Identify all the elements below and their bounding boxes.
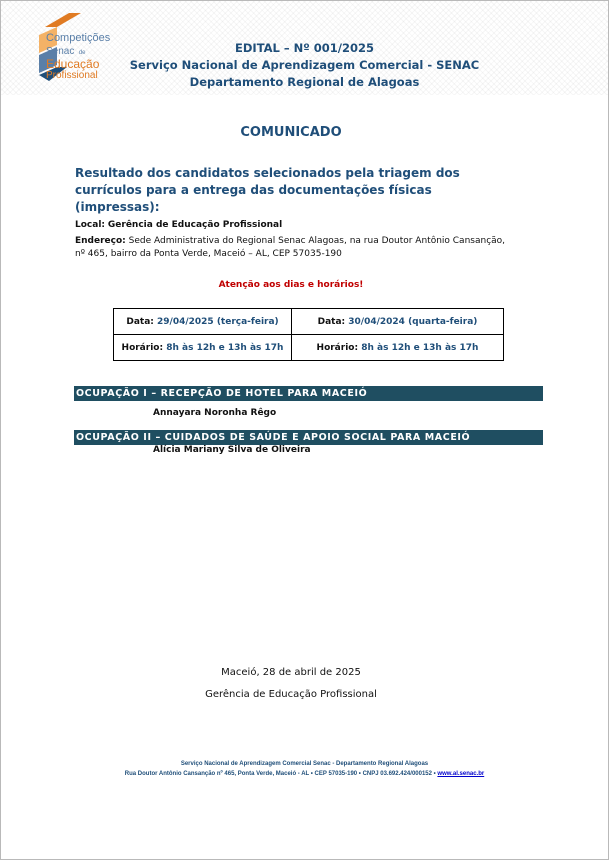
- local-label: Local:: [75, 220, 106, 230]
- edital-title: EDITAL – Nº 001/2025: [235, 41, 374, 55]
- time-label: Horário:: [316, 342, 359, 353]
- candidate-name: Alícia Mariany Silva de Oliveira: [153, 445, 311, 455]
- page-header: [1, 1, 608, 95]
- time-value: 8h às 12h e 13h às 17h: [361, 342, 479, 353]
- schedule-cell: [292, 309, 504, 335]
- logo-line2: Senac: [46, 46, 75, 57]
- logo-line2-small: de: [78, 50, 86, 56]
- address-value: Sede Administrativa do Regional Senac Alagoas, na rua Doutor Antônio Cansanção, nº 465, bairro da Ponta Verde, Maceió – AL, CEP 57035-190: [75, 236, 506, 259]
- signer: Gerência de Educação Profissional: [205, 689, 377, 700]
- institution-title: Serviço Nacional de Aprendizagem Comercial - SENAC: [129, 58, 480, 72]
- footer-line1: Serviço Nacional de Aprendizagem Comercial Senac - Departamento Regional Alagoas: [180, 761, 429, 767]
- address-line: [75, 235, 515, 260]
- schedule-table: [113, 308, 504, 361]
- local-value: Gerência de Educação Profissional: [107, 220, 283, 230]
- schedule-cell: [114, 335, 292, 361]
- footer-website-link[interactable]: www.al.senac.br: [437, 771, 485, 777]
- occupation-1-header: OCUPAÇÃO I – RECEPÇÃO DE HOTEL PARA MACEIÓ: [74, 386, 543, 401]
- date-label: Data:: [126, 316, 154, 327]
- schedule-row-date: [114, 309, 504, 335]
- occupation-2-header: OCUPAÇÃO II – CUIDADOS DE SAÚDE E APOIO SOCIAL PARA MACEIÓ: [74, 430, 543, 445]
- place-date: Maceió, 28 de abril de 2025: [221, 667, 361, 678]
- attention-note: Atenção aos dias e horários!: [218, 280, 364, 290]
- department-title: Departamento Regional de Alagoas: [189, 75, 420, 89]
- date-value: 29/04/2025 (terça-feira): [157, 316, 279, 327]
- footer-address: Rua Doutor Antônio Cansanção nº 465, Ponta Verde, Maceió - AL • CEP 57035-190 • CNPJ 03.692.424/000152 •: [124, 771, 436, 777]
- time-label: Horário:: [121, 342, 164, 353]
- logo-line1: Competições: [46, 32, 111, 44]
- address-label: Endereço:: [75, 236, 126, 246]
- logo-line3: Educação: [46, 57, 100, 71]
- time-value: 8h às 12h e 13h às 17h: [166, 342, 284, 353]
- schedule-cell: [114, 309, 292, 335]
- schedule-row-time: [114, 335, 504, 361]
- page-title: COMUNICADO: [240, 125, 342, 140]
- candidate-name: Annayara Noronha Rêgo: [153, 408, 277, 418]
- date-value: 30/04/2024 (quarta-feira): [348, 316, 478, 327]
- footer-line2: [1, 771, 608, 777]
- intro-text: Resultado dos candidatos selecionados pela triagem dos currículos para a entrega das documentações físicas (impressas):: [75, 166, 460, 214]
- date-label: Data:: [317, 316, 346, 327]
- local-line: [75, 219, 282, 232]
- logo-line4: Profissional: [46, 70, 98, 81]
- schedule-cell: [292, 335, 504, 361]
